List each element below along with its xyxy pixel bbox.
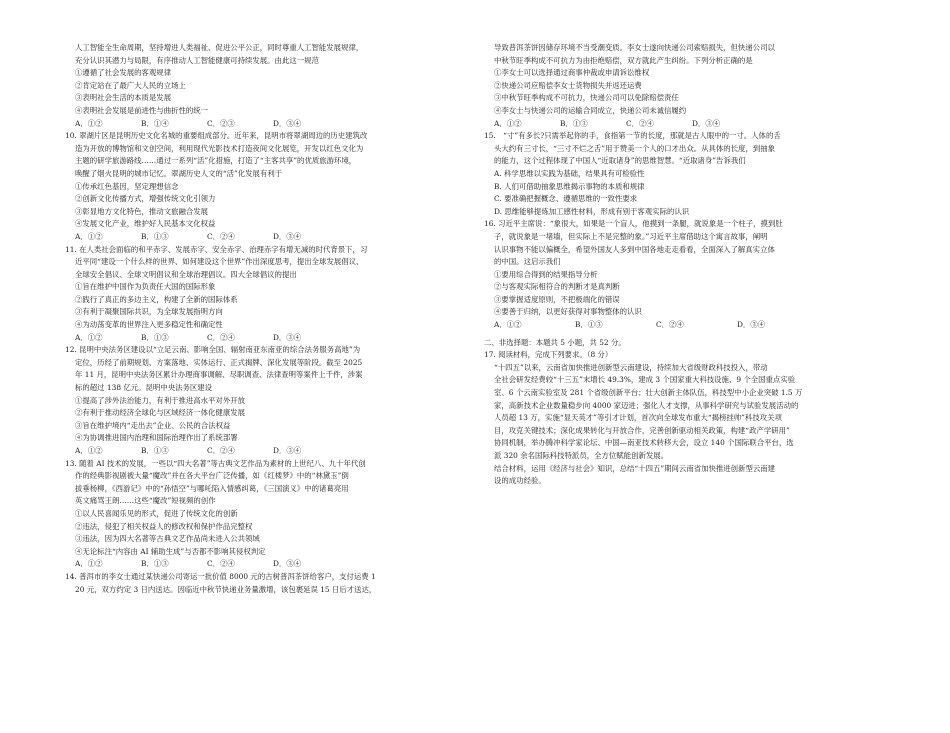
text-line: ④为动荡变革的世界注入更多稳定性和确定性 (75, 320, 223, 330)
answer-option: B．①③ (141, 446, 169, 455)
text-line: ①要用综合得到的结果指导分析 (494, 269, 598, 279)
text-line: 目，攻克关键技术；深化成果转化与开放合作，完善创新驱动相关政策，构建“政产学研用” (494, 425, 790, 435)
text-line: 导致普洱茶饼因储存环境不当受潮变质。李女士遂向快递公司索赔损失，但快递公司以 (494, 43, 775, 52)
text-line: 15. “寸”有多长?只需举起你的手，食指第一节的长度，那就是古人眼中的一寸。人体的舌 (484, 131, 781, 141)
answer-option: A．①② (75, 118, 103, 128)
answer-option: A．①② (494, 320, 522, 330)
answer-option: A．①② (75, 446, 103, 455)
text-line: 头大约有三寸长，“三寸不烂之舌”用于赞美一个人的口才出众。从具体的长度，到抽象 (494, 143, 776, 153)
text-line: 英文痛骂王朗……这些“魔改”短视频的创作 (75, 496, 216, 506)
text-line: 派 320 余名国际科技特派员，全方位赋能创新发展。 (494, 451, 669, 460)
text-line: ②肯定站在了最广大人民的立场上 (75, 80, 186, 90)
text-line: ③表明社会生活的本质是发展 (75, 93, 172, 103)
text-line: 中秋节旺季构成不可抗力为由拒绝赔偿，双方就此产生纠纷。下列分析正确的是 (494, 55, 753, 65)
answer-option: B．①④ (141, 118, 169, 128)
text-line: ②创新文化传播方式，增强传统文化引领力 (75, 194, 216, 204)
text-line: ①李女士可以选择通过商事仲裁或申请诉讼维权 (494, 68, 650, 78)
answer-options (65, 231, 475, 244)
text-line: 充分认识其潜力与局限，有序推动人工智能健康可持续发展。由此这一规范 (75, 55, 319, 65)
text-line: 16. 习近平主席说：“象很大，如果是一个盲人，他摸到一条腿，就说象是一个柱子，摸到肚 (484, 219, 783, 229)
text-line: 全社会研发经费较“十三五”末增长 49.3%，建成 3 个国家重大科技设施、9 个全国重点实验 (494, 375, 796, 385)
answer-option: C．②④ (207, 446, 235, 455)
text-line: 近平同“建设一个什么样的世界、如何建设这个世界”作出深度思考，提出全球发展倡议、 (75, 257, 364, 267)
text-line: ①提高了涉外法治能力，有利于推进高水平对外开放 (75, 395, 245, 405)
answer-options (484, 319, 884, 332)
answer-option: D．③④ (273, 118, 302, 128)
text-line: 造为开放的博物馆和文创空间，利用现代光影技术打造夜间文化展览，开发以红色文化为 (75, 143, 364, 153)
text-line: ②违法，侵犯了相关权益人的修改权和保护作品完整权 (75, 521, 253, 531)
answer-option: D．③④ (273, 332, 302, 342)
left-column (65, 42, 475, 596)
text-line: B. 人们可借助抽象思维揭示事物的本质和规律 (494, 181, 645, 191)
answer-option: D．③④ (692, 118, 721, 128)
text-line: 室、6 个云南实验室及 281 个省级创新平台；壮大创新主体队伍，科技型中小企业突破 1.5 万 (494, 388, 803, 398)
text-line: 年 11 月，昆明中央法务区累计办理商事调解、尽职调查、法律查明等案件上千件，涉案 (75, 370, 363, 380)
answer-options (65, 118, 475, 131)
text-line: 13. 随着 AI 技术的发展，一些以“四大名著”等古典文艺作品为素材的上世纪八、九十年代创 (65, 458, 366, 468)
text-line: ①遵循了社会发展的客观规律 (75, 68, 172, 78)
text-line: 设的成功经验。 (494, 476, 546, 486)
text-line: ②与客观实际相符合的判断才是真判断 (494, 282, 620, 292)
answer-options (484, 118, 884, 131)
answer-option: D．③④ (737, 320, 766, 330)
answer-option: D．③④ (273, 231, 302, 241)
text-line: A. 科学思维以实践为基础，结果具有可检验性 (494, 168, 645, 178)
text-line: ③要掌握适度原则，不把极端化的错误 (494, 294, 620, 304)
text-line: 的中国。这启示我们 (494, 257, 561, 267)
answer-options (65, 445, 475, 458)
text-line: ③违法，因为四大名著等古典文艺作品尚未进入公共领域 (75, 534, 260, 544)
text-line: 人员超 13 万，实施“显天英才”等引才计划，首次向全球发布重大“揭榜挂帅”科技攻关项 (494, 413, 782, 423)
text-line: 人工智能全生命周期，坚持增进人类福祉、促进公平公正，同时尊重人工智能发展规律， (75, 43, 364, 52)
answer-option: A．①② (75, 231, 103, 241)
text-line: 14. 普洱市的李女士通过某快递公司寄运一批价值 8000 元的古树普洱茶饼给客户，支付运费 1 (65, 571, 376, 581)
text-line: ③旨在维护境内“走出去”企业、公民的合法权益 (75, 420, 231, 430)
answer-option: D．③④ (273, 559, 302, 569)
answer-option: A．①② (494, 118, 522, 128)
answer-option: A．①② (75, 559, 103, 569)
text-line: 家，高新技术企业数量稳步向 4000 家迈进；强化人才支撑，从事科学研究与试验发展活动的 (494, 400, 799, 410)
answer-option: C．②④ (656, 320, 684, 330)
text-line: ③彰显地方文化特色，推动文旅融合发展 (75, 206, 209, 216)
answer-option: C．②③ (207, 118, 235, 128)
answer-option: C．②④ (626, 118, 654, 128)
answer-options (65, 332, 475, 345)
text-line: 20 元，双方约定 3 日内送达。因临近中秋节快递业务量激增，该包裹延误 15 日后才送达， (75, 584, 377, 594)
answer-option: B．①③ (141, 559, 169, 569)
answer-option: B．①③ (141, 332, 169, 342)
text-line: 的能力，这个过程体现了中国人“近取诸身”的思维智慧。“近取诸身”告诉我们 (494, 156, 746, 166)
answer-option: B．①③ (141, 231, 169, 241)
answer-option: C．②④ (207, 332, 235, 342)
text-line: 协同机制，举办腾冲科学家论坛、中国—南亚技术转移大会，设立 140 个国际联合平台，选 (494, 438, 794, 448)
text-line: 12. 昆明中央法务区建设以“立足云南、影响全国、辐射南亚东南亚的综合法务服务高地”为 (65, 345, 361, 355)
text-line: 结合材料，运用《经济与社会》知识，总结“十四五”期间云南省加快推进创新型云南建 (494, 463, 776, 473)
text-line: “十四五”以来，云南省加快推进创新型云南建设，持续加大省级财政科技投入，带动 (494, 362, 768, 372)
text-line: C. 要准确把握概念、遵循思维的一致性要求 (494, 194, 638, 204)
answer-option: B．①③ (560, 118, 588, 128)
text-line: ①旨在维护中国作为负责任大国的国际形象 (75, 282, 216, 292)
text-line: ②快递公司应赔偿李女士货物损失并返还运费 (494, 80, 642, 90)
text-line: 标的超过 138 亿元。昆明中央法务区建设 (75, 383, 213, 393)
answer-options (65, 558, 475, 571)
text-line: 唤醒了烟火昆明的城市记忆。翠湖历史人文的“活”化发展有利于 (75, 168, 283, 178)
answer-option: C．②④ (207, 231, 235, 241)
text-line: ③有利于凝聚国际共识，为全球发展指明方向 (75, 307, 223, 317)
text-line: 10. 翠湖片区是昆明历史文化名城的重要组成部分。近年来，昆明市将翠湖周边的历史建筑改 (65, 131, 368, 141)
answer-option: B．①③ (575, 320, 603, 330)
text-line: ④表明社会发展是前进性与曲折性的统一 (75, 105, 209, 115)
text-line: ①传承红色基因，坚定理想信念 (75, 181, 179, 191)
text-line: ②践行了真正的多边主义，构建了全新的国际体系 (75, 294, 238, 304)
text-line: ①以人民喜闻乐见的形式，促进了传统文化的创新 (75, 508, 238, 518)
right-column (484, 42, 884, 488)
text-line: 作的经典影视剧被大量“魔改”并在各大平台广泛传播，如《红楼梦》中的“林黛玉”倒 (75, 471, 349, 481)
text-line: ④李女士与快递公司的运输合同成立，快递公司未诚信履约 (494, 105, 687, 115)
text-line: 拔垂杨柳，《西游记》中的“孙悟空”与哪吒陷入情感纠葛，《三国演义》中的诸葛亮用 (75, 483, 349, 493)
text-line: 认识事物不能以偏概全，希望外国友人多到中国各地走走看看，全面深入了解真实立体 (494, 244, 775, 254)
text-line: ④发展文化产业，维护好人民基本文化权益 (75, 219, 216, 229)
text-line: 定位，历经了前期规划、方案落地、实体运行、正式揭牌、深化发展等阶段。截至 2025 (75, 357, 363, 367)
text-line: ④无论标注“内容由 AI 辅助生成”与否都不影响其侵权判定 (75, 546, 266, 556)
answer-option: D．③④ (273, 446, 302, 455)
text-line: ④为协调推进国内治理和国际治理作出了系统部署 (75, 433, 238, 443)
text-line: ③中秋节旺季构成不可抗力，快递公司可以免除赔偿责任 (494, 93, 679, 103)
text-line: D. 思维能够提炼加工感性材料，形成有别于客观实际的认识 (494, 206, 690, 216)
text-line: 二、非选择题：本题共 5 小题，共 52 分。 (484, 337, 626, 347)
answer-option: C．②④ (207, 559, 235, 569)
answer-option: A．①② (75, 332, 103, 342)
text-line: ④要善于归纳，以更好获得对事物整体的认识 (494, 307, 642, 317)
text-line: 主题的研学旅游路线……通过一系列“活”化措施，打造了“主客共享”的优质旅游环境， (75, 156, 357, 166)
text-line: 11. 在人类社会面临的和平赤字、发展赤字、安全赤字、治理赤字有增无减的时代背景下，习 (65, 244, 368, 254)
text-line: 全球安全倡议、全球文明倡议和全球治理倡议。四大全球倡议的提出 (75, 269, 297, 279)
text-line: 17. 阅读材料，完成下列要求。（8 分） (484, 350, 613, 360)
text-line: 子，就说象是一堵墙，但实际上不是完整的象。”习近平主席借助这个寓言故事，阐明 (494, 231, 768, 241)
text-line: ②有利于推动经济全球化与区域经济一体化健康发展 (75, 408, 245, 418)
